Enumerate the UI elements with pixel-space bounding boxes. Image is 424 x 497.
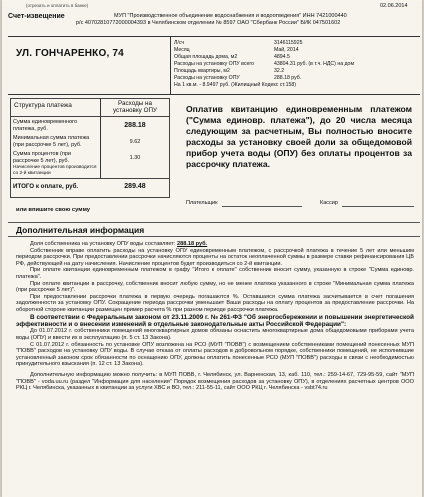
meta-label-total-cost: Расходы на установку ОПУ всего (174, 61, 254, 67)
info-interest-order: При предоставлении рассрочки платежа в первую очередь погашаются %. Оставшаяся сумма платежа засчитывается в счет погашения задолженности за установку ОПУ. Сокращение периода рассрочки уменьшает Ваши расходы на оплату процентов за предоставление рассрочки. На оборотной стороне квитанции размещен пример расчета % при разном периоде рассрочки платежа. (16, 293, 414, 313)
header-small-print: (отрезать и оплатить в банке) (26, 3, 89, 8)
info-title: Дополнительная информация (16, 225, 145, 235)
info-share (16, 241, 414, 248)
payment-row-interest-label: Сумма процентов (при рассрочке 5 лет), руб. (13, 151, 71, 164)
payment-total-label: ИТОГО к оплате, руб. (13, 183, 79, 190)
meta-label-month: Месяц (174, 47, 190, 53)
meta-value-flat-area: 32.2 (274, 68, 285, 74)
payment-row-min-label: Минимальная сумма платежа (при рассрочке 5 лет), руб. (13, 135, 90, 148)
meta-value-house-area: 4894.5 (274, 54, 290, 60)
invoice-title: Счет-извещение (8, 13, 65, 20)
payment-row-interest-value: 1.30 (129, 155, 141, 161)
meta-value-total-cost: 43804.31 руб. (в т.ч. НДС) на дом (274, 61, 355, 67)
meta-label-account: Л/сч (174, 40, 185, 46)
info-lump-sum: При оплате квитанции единовременным платежом в графу "Итого к оплате" собственник вносит сумму, указанную в строке "Сумма единовр. платежа". (16, 267, 414, 280)
lump-sum-note: Оплатив квитанцию единовременным платежом ("Сумма единовр. платежа"), до 20 числа месяца следующим за расчетным, Вы полностью вносите расходы за установку своей доли за общедомовой прибор учета воды (ОПУ) без оплаты процентов за рассрочку платежа. (186, 104, 412, 169)
info-share-label: Доля собственника на установку ОПУ воды составляет: (30, 241, 176, 247)
info-share-value: 288.18 руб. (176, 241, 208, 247)
payment-row-lump-label: Сумма единовременного платежа, руб. (13, 119, 78, 132)
invoice-page (2, 0, 422, 497)
info-installment-min: При оплате квитанции в рассрочку, собственник вносит любую сумму, но не менее платежа указанного в строке "Минимальная сумма платежа (при рассрочке 5 лет)". (16, 280, 414, 294)
meta-value-opu-cost: 288.18 руб. (274, 75, 302, 81)
payment-col1-header: Структура платежа (14, 102, 72, 109)
address: УЛ. ГОНЧАРЕНКО, 74 (16, 48, 124, 59)
meta-label-opu-cost: Расходы на установку ОПУ (174, 75, 240, 81)
payment-row-min-value: 9.62 (129, 139, 141, 145)
payment-col2-header: Расходы на установку ОПУ (112, 100, 157, 114)
header-date: 02.06.2014 (380, 3, 408, 9)
info-law-2012-after: С 01.07.2012 г. обязанность по установке ОПУ возложена на РСО (МУП "ПОВВ") с возмещением собственниками помещений понесенных МУП "ПОВВ" расходов на установку ОПУ воды. В случае отказа от оплаты расходов в добровольном порядке, собственники помещений, не исполнившие установленный законом срок обязанности по оснащению ОПУ, должны оплатить понесенные РСО (МУП "ПОВВ") расходы в связи с необходимостью принудительного взыскания (п. 12 ст. 13 Закона). (16, 341, 414, 368)
payment-table (10, 98, 178, 198)
payment-total-value: 289.48 (124, 183, 146, 190)
info-contacts: Дополнительную информацию можно получить: в МУП ПОВВ, г. Челябинск, ул. Варненская, 13, каб. 110, тел.: 259-14-67, 729-95-59, сайт "МУП "ПОВВ" - voda.uu.ru (раздел "Информация для населения" Порядок возмещения расходов за установку ОПУ), в отделениях расчетных центров ООО РКЦ г. Челябинска, указанных в квитанции за услуги ХВС и ВО, тел.: 211-55-11, сайт ООО РКЦ г. Челябинска - vsbt74.ru (16, 371, 414, 392)
meta-rate-note: На 1 кв.м. - 8.9497 руб. (Жилищный Кодекс ст.158) (174, 82, 296, 88)
org-name: МУП "Производственное объединение водоснабжения и водоотведения" ИНН 7421000440 (114, 13, 347, 19)
payer-label: Плательщик (186, 200, 218, 206)
payment-row-lump-value: 288.18 (124, 122, 146, 129)
info-law-2012-before: До 01.07.2012 г. собственники помещений многоквартирных домов обязаны оснастить многоквартирные дома общедомовыми приборами учета воды (ОПУ) и ввести их в эксплуатацию (п. 5 ст. 13 Закона). (16, 328, 414, 341)
payment-row-interest-note: Начисление процентов производится со 2-й квитанции (13, 165, 97, 176)
meta-block (174, 40, 414, 94)
meta-value-month: Май, 2014 (274, 47, 299, 53)
bank-account: р/с 40702810772000004393 в Челябинском отделении № 8597 ОАО "Сбербанк России" БИК 047501602 (76, 20, 341, 26)
info-law: В соответствии с Федеральным законом от 23.11.2009 г. № 261-ФЗ "Об энергосбережении и повышении энергетической эффективности и о внесении изменений в отдельные законодательные акты Российской Федерации": (16, 313, 414, 328)
meta-label-flat-area: Площадь квартиры, м2 (174, 68, 230, 74)
custom-amount-label: или впишите свою сумму (16, 207, 91, 213)
meta-label-house-area: Общая площадь дома, м2 (174, 54, 238, 60)
meta-value-account: 3146115925 (274, 40, 303, 46)
cashier-label: Кассир (320, 200, 338, 206)
info-installment: Собственник вправе оплатить расходы на установку ОПУ единовременным платежом, с рассрочкой платежа в течение 5 лет или меньшим периодом рассрочки. При предоставлении рассрочки начисляются проценты на остаток неоплаченной суммы в размере ставки рефинансирования ЦБ РФ, действующей на дату начисления. Начисление процентов будет производиться со 2-й квитанции. (16, 247, 414, 267)
info-body (16, 241, 414, 392)
